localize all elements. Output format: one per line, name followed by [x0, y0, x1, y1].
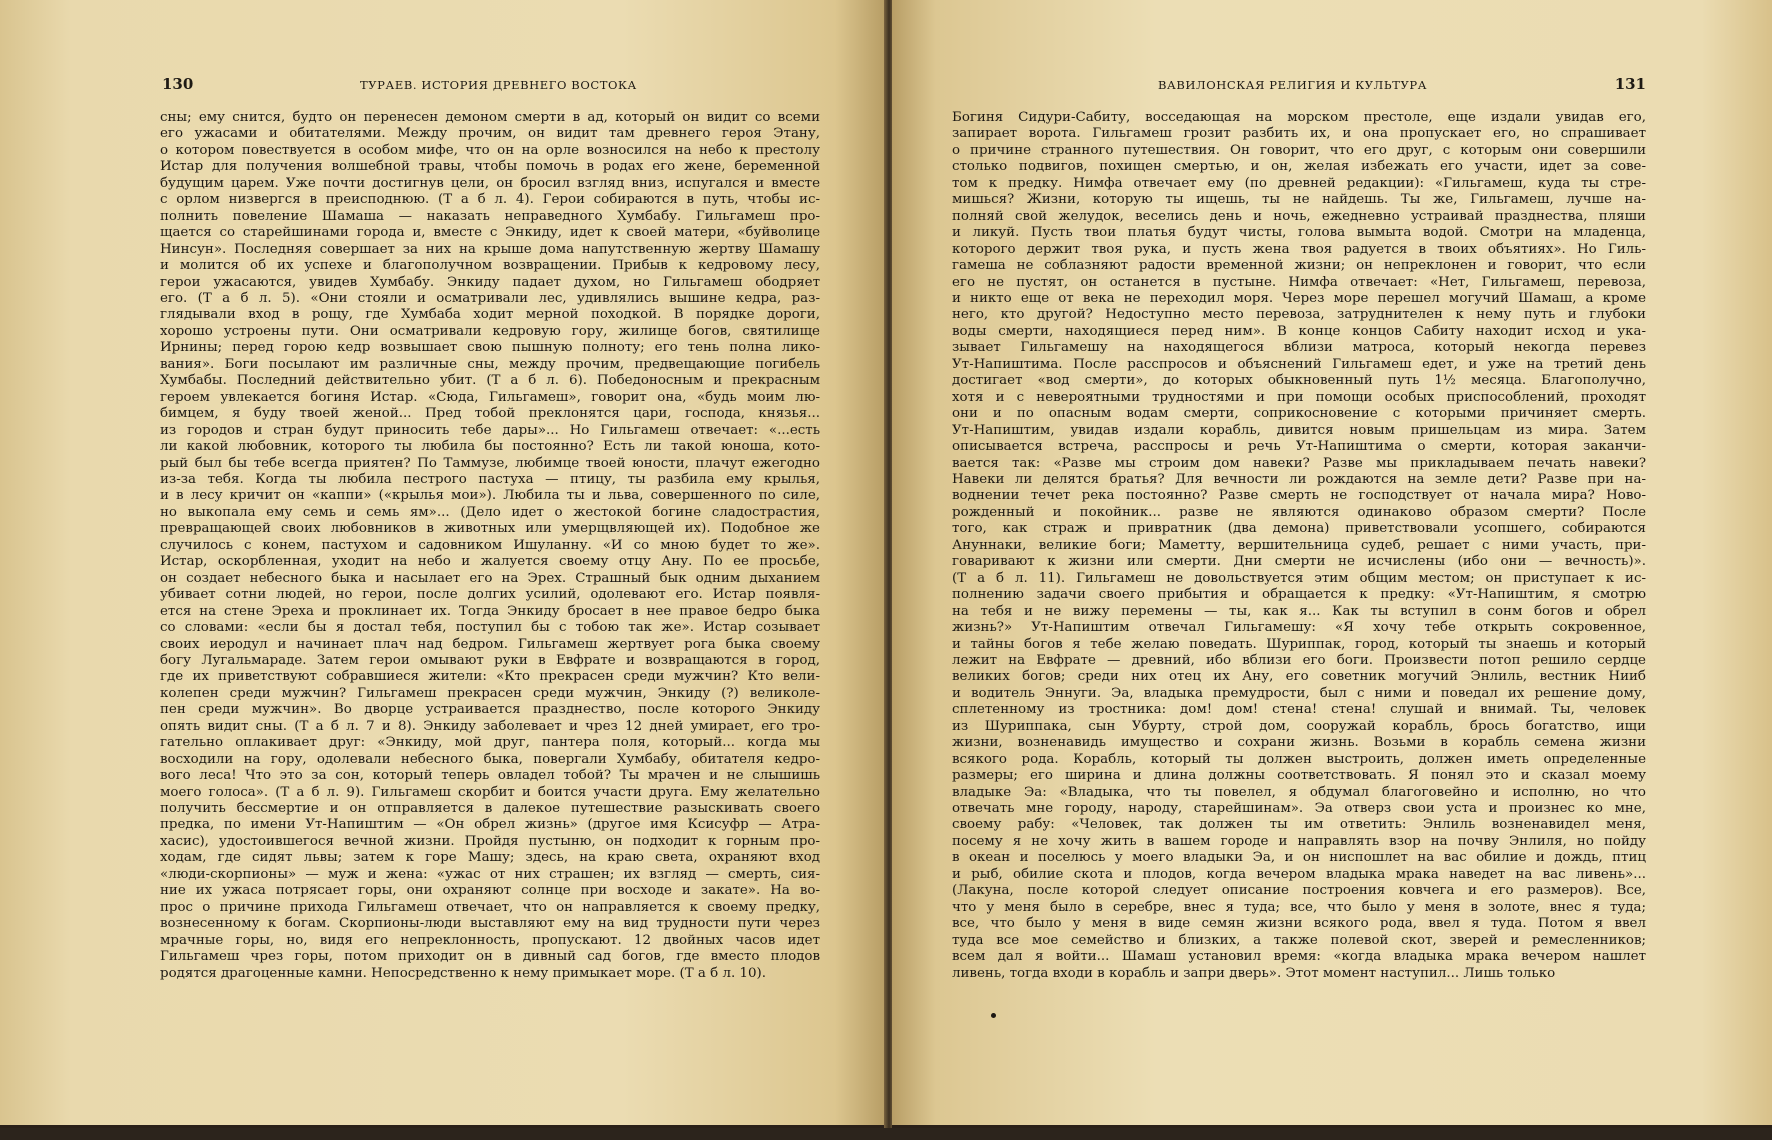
text-line: он создает небесного быка и насылает его на Эрех. Страшный бык одним дыханием — [160, 570, 820, 586]
text-line: моего голоса». (Т а б л. 9). Гильгамеш скорбит и боится участи друга. Ему желательно — [160, 784, 820, 800]
text-line: ходам, где сидят львы; затем к горе Машу; здесь, на краю света, охраняют вход — [160, 850, 820, 866]
text-line: которого держит твоя рука, и пусть жена твоя радуется в твоих объятиях». Но Гиль- — [952, 241, 1646, 257]
text-line: из городов и стран будут приносить тебе дары»... Но Гильгамеш отвечает: «...есть — [160, 422, 820, 438]
text-line: и водитель Эннуги. Эа, владыка премудрости, был с ними и поведал их решение дому, — [952, 685, 1646, 701]
text-line: ли какой любовник, которого ты любила бы постоянно? Есть ли такой юноша, кото- — [160, 439, 820, 455]
text-line: Истар, оскорбленная, уходит на небо и жалуется своему отцу Ану. По ее просьбе, — [160, 554, 820, 570]
text-line: о причине странного путешествия. Он говорит, что его друг, с которым они совершили — [952, 142, 1646, 158]
text-line: его не пустят, он останется в пустыне. Нимфа отвечает: «Нет, Гильгамеш, перевоза, — [952, 274, 1646, 290]
text-line: вого леса! Что это за сон, который теперь овладел тобой? Ты мрачен и не слышишь — [160, 768, 820, 784]
text-line: рый был бы тебе всегда приятен? По Таммузе, любимце твоей юности, плачут ежегодно — [160, 455, 820, 471]
text-line: хасис), удостоившегося вечной жизни. Пройдя пустыню, он подходит к горным про- — [160, 833, 820, 849]
text-line: туда все мое семейство и близких, а также полевой скот, зверей и ремесленников; — [952, 932, 1646, 948]
text-line: жизнь?» Ут-Напиштим отвечал Гильгамешу: «Я хочу тебе открыть сокровенное, — [952, 620, 1646, 636]
text-line: восходили на гору, одолевали небесного быка, повергали Хумбабу, обитателя кедро- — [160, 751, 820, 767]
left-page-number: 130 — [162, 75, 194, 93]
text-line: родятся драгоценные камни. Непосредственно к нему примыкает море. (Т а б л. 10). — [160, 965, 766, 981]
text-line: (Лакуна, после которой следует описание построения ковчега и его размеров). Все, — [952, 883, 1646, 899]
page-mark-dot — [991, 1013, 996, 1018]
text-line: Ут-Напиштим, увидав издали корабль, дивится новым пришельцам из мира. Затем — [952, 422, 1646, 438]
text-line: лежит на Евфрате — древний, ибо вблизи его боги. Произвести потоп решило сердце — [952, 652, 1646, 668]
text-line: и в лесу кричит он «каппи» («крылья мои»). Любила ты и льва, совершенного по силе, — [160, 488, 820, 504]
text-line: со словами: «если бы я достал тебя, поступил бы с тобою так же». Истар созывает — [160, 620, 820, 636]
text-line: но выкопала ему семь и семь ям»... (Дело идет о жестокой богине сладострастия, — [160, 504, 820, 520]
text-line: того, как страж и привратник (два демона) приветствовали усопшего, собираются — [952, 521, 1646, 537]
text-line: Гильгамеш чрез горы, потом приходит он в дивный сад богов, где вместо плодов — [160, 949, 820, 965]
text-line: будущим царем. Уже почти достигнув цели, он бросил взгляд вниз, испугался и вместе — [160, 175, 820, 191]
text-line: великих богов; среди них отец их Ану, его советник могучий Энлиль, вестник Нииб — [952, 669, 1646, 685]
text-line: своему рабу: «Человек, так должен ты им ответить: Энлиль возненавидел меня, — [952, 817, 1646, 833]
text-line: из-за тебя. Когда ты любила пестрого пастуха — птицу, ты разбила ему крылья, — [160, 471, 820, 487]
text-line: него, кто другой? Недоступно место перевоза, затруднителен к нему путь и глубоки — [952, 307, 1646, 323]
text-line: Хумбабы. Последний действительно убит. (Т а б л. 6). Победоносным и прекрасным — [160, 373, 820, 389]
left-running-head: ТУРАЕВ. ИСТОРИЯ ДРЕВНЕГО ВОСТОКА — [360, 78, 637, 92]
text-line: запирает ворота. Гильгамеш грозит разбить их, и она пропускает его, но спрашивает — [952, 126, 1646, 142]
text-line: они и по опасным водам смерти, соприкосновение с которыми причиняет смерть. — [952, 406, 1646, 422]
text-line: из Шуриппака, сын Убурту, строй дом, сооружай корабль, брось богатство, ищи — [952, 718, 1646, 734]
text-line: на тебя и не вижу перемены — ты, как я... Как ты вступил в сонм богов и обрел — [952, 603, 1646, 619]
text-line: сны; ему снится, будто он перенесен демоном смерти в ад, который он видит со всеми — [160, 110, 820, 125]
text-line: щается со старейшинами города и, вместе с Энкиду, идет к своей матери, «буйволице — [160, 225, 820, 241]
text-line: «люди-скорпионы» — муж и жена: «ужас от них страшен; их взгляд — смерть, сия- — [160, 866, 820, 882]
text-line: о котором повествуется в особом мифе, что он на орле возносился на небо к престолу — [160, 142, 820, 158]
text-line: предка, по имени Ут-Напиштим — «Он обрел жизнь» (другое имя Ксисуфр — Атра- — [160, 817, 820, 833]
text-line: его. (Т а б л. 5). «Они стояли и осматривали лес, удивлялись вышине кедра, раз- — [160, 290, 820, 306]
text-line: вознесенному к богам. Скорпионы-люди выставляют ему на вид трудности пути через — [160, 916, 820, 932]
text-line: владыке Эа: «Владыка, что ты повелел, я обдумал благоговейно и исполню, но что — [952, 784, 1646, 800]
text-line: полнению задачи своего прибытия и обращается к предку: «Ут-Напиштим, я смотрю — [952, 587, 1646, 603]
text-line: опять видит сны. (Т а б л. 7 и 8). Энкиду заболевает и чрез 12 дней умирает, его тро- — [160, 718, 820, 734]
text-line: в океан и поселюсь у моего владыки Эа, и он ниспошлет на вас обилие и дождь, птиц — [952, 850, 1646, 866]
text-line: зывает Гильгамешу на находящегося вблизи матроса, который некогда перевез — [952, 340, 1646, 356]
text-line: пен среди мужчин». Во дворце устраивается празднество, после которого Энкиду — [160, 702, 820, 718]
text-line: Навеки ли делятся братья? Для вечности ли рождаются на земле дети? Разве при на- — [952, 471, 1646, 487]
text-line: богу Лугальмараде. Затем герои омывают руки в Евфрате и возвращаются в город, — [160, 652, 820, 668]
text-line: герои ужасаются, увидев Хумбабу. Энкиду падает духом, но Гильгамеш ободряет — [160, 274, 820, 290]
text-line: случилось с конем, пастухом и садовником Ишуланну. «И со мною будет то же». — [160, 537, 820, 553]
right-running-head: ВАВИЛОНСКАЯ РЕЛИГИЯ И КУЛЬТУРА — [1158, 78, 1428, 92]
text-line: столько подвигов, похищен смертью, и он, желая избежать его участи, идет за сове- — [952, 159, 1646, 175]
text-line: хорошо устроены пути. Они осматривали кедровую гору, жилище богов, святилище — [160, 323, 820, 339]
text-line: воды смерти, находящиеся перед ним». В конце концов Сабиту находит исход и ука- — [952, 323, 1646, 339]
text-line: всем дал я войти... Шамаш установил время: «когда владыка мрака вечером нашлет — [952, 949, 1646, 965]
text-line: все, что было у меня в виде семян жизни всякого рода, ввел я туда. Потом я ввел — [952, 916, 1646, 932]
text-line: колепен среди мужчин? Гильгамеш прекрасен среди мужчин, Энкиду (?) великоле- — [160, 685, 820, 701]
text-line: рожденный и покойник... разве не являются одинаково образом смерти? После — [952, 504, 1646, 520]
text-line: убивает сотни людей, но герои, после долгих усилий, одолевают его. Истар появля- — [160, 587, 820, 603]
text-line: размеры; его ширина и длина должны соответствовать. Я понял это и сказал моему — [952, 768, 1646, 784]
text-line: всякого рода. Корабль, который ты должен выстроить, должен иметь определенные — [952, 751, 1646, 767]
text-line: сплетенному из тростника: дом! дом! стена! стена! слушай и внимай. Ты, человек — [952, 702, 1646, 718]
right-page-header — [954, 75, 1646, 93]
text-line: ется на стене Эреха и проклинает их. Тогда Энкиду бросает в нее правое бедро быка — [160, 603, 820, 619]
text-line: том к предку. Нимфа отвечает ему (по древней редакции): «Гильгамеш, куда ты стре- — [952, 175, 1646, 191]
text-line: хотя и с невероятными трудностями и при помощи особых приспособлений, проходят — [952, 389, 1646, 405]
text-line: и ликуй. Пусть твои платья будут чисты, голова вымыта водой. Смотри на младенца, — [952, 225, 1646, 241]
text-line: Ирнины; перед горою кедр возвышает свою пышную полноту; его тень полна лико- — [160, 340, 820, 356]
text-line: отвечать мне городу, народу, старейшинам». Эа отверз свои уста и произнес ко мне, — [952, 801, 1646, 817]
right-page — [892, 0, 1772, 1128]
text-line: говаривают к жизни или смерти. Дни смерти не исчислены (ибо они — вечность)». — [952, 554, 1646, 570]
text-line: получить бессмертие и он отправляется в далекое путешествие разыскивать своего — [160, 801, 820, 817]
left-page-header — [162, 75, 822, 93]
text-line: вания». Боги посылают им различные сны, между прочим, предвещающие погибель — [160, 356, 820, 372]
text-line: описывается встреча, расспросы и речь Ут-Напиштима о смерти, которая заканчи- — [952, 439, 1646, 455]
left-page — [0, 0, 888, 1128]
text-line: превращающей своих любовников в животных или умерщвляющей их). Подобное же — [160, 521, 820, 537]
text-line: прос о причине прихода Гильгамеш отвечает, что он направляется к своему предку, — [160, 899, 820, 915]
right-page-number: 131 — [1614, 75, 1646, 93]
text-line: (Т а б л. 11). Гильгамеш не довольствуется этим общим местом; он приступает к ис- — [952, 570, 1646, 586]
text-line: мишься? Жизни, которую ты ищешь, ты не найдешь. Ты же, Гильгамеш, лучше на- — [952, 192, 1646, 208]
text-line: полняй свой желудок, веселись день и ночь, ежедневно устраивай празднества, пляши — [952, 208, 1646, 224]
text-line: с орлом низвергся в преисподнюю. (Т а б л. 4). Герои собираются в путь, чтобы ис- — [160, 192, 820, 208]
text-line: его ужасами и обитателями. Между прочим, он видит там древнего героя Этану, — [160, 126, 820, 142]
text-line: жизни, возненавидь имущество и сохрани жизнь. Возьми в корабль семена жизни — [952, 735, 1646, 751]
text-line: полнить повеление Шамаша — наказать неправедного Хумбабу. Гильгамеш про- — [160, 208, 820, 224]
text-line: и рыб, обилие скота и плодов, когда вечером владыка мрака наведет на вас ливень»... — [952, 866, 1646, 882]
text-line: Ут-Напиштима. После расспросов и объяснений Гильгамеш едет, и уже на третий день — [952, 356, 1646, 372]
text-line: и никто еще от века не переходил моря. Через море перешел могучий Шамаш, а кроме — [952, 290, 1646, 306]
text-line: и молится об их успехе и благополучном возвращении. Прибыв к кедровому лесу, — [160, 258, 820, 274]
text-line: Нинсун». Последняя совершает за них на крыше дома напутственную жертву Шамашу — [160, 241, 820, 257]
text-line: бимцем, я буду твоей женой... Пред тобой преклонятся цари, господа, князья... — [160, 406, 820, 422]
text-line: достигает «вод смерти», до которых обыкновенный путь 1½ месяца. Благополучно, — [952, 373, 1646, 389]
text-line: Ануннаки, великие боги; Маметту, вершительница судеб, решает с ними участь, при- — [952, 537, 1646, 553]
text-line: Богиня Сидури-Сабиту, восседающая на морском престоле, еще издали увидав его, — [952, 110, 1646, 125]
text-line: своих иеродул и начинает плач над бедром. Гильгамеш жертвует рога быка своему — [160, 636, 820, 652]
text-line: ливень, тогда входи в корабль и запри дверь». Этот момент наступил... Лишь только — [952, 965, 1556, 981]
text-line: что у меня было в серебре, внес я туда; все, что было у меня в золоте, внес я туда; — [952, 899, 1646, 915]
text-line: посему я не хочу жить в вашем городе и направлять взор на почву Энлиля, но пойду — [952, 833, 1646, 849]
text-line: мрачные горы, но, видя его непреклонность, пропускают. 12 двойных часов идет — [160, 932, 820, 948]
text-line: и тайны богов я тебе желаю поведать. Шуриппак, город, который ты знаешь и который — [952, 636, 1646, 652]
left-page-body-text — [160, 110, 820, 982]
right-page-body-text — [952, 110, 1646, 982]
text-line: гательно оплакивает друг: «Энкиду, мой друг, пантера поля, который... когда мы — [160, 735, 820, 751]
text-line: героем увлекается богиня Истар. «Сюда, Гильгамеш», говорит она, «будь моим лю- — [160, 389, 820, 405]
text-line: ние их ужаса потрясает горы, они охраняют солнце при восходе и закате». На во- — [160, 883, 820, 899]
text-line: где их приветствуют собравшиеся жители: «Кто прекрасен среди мужчин? Кто вели- — [160, 669, 820, 685]
text-line: Истар для получения волшебной травы, чтобы помочь в родах его жене, беременной — [160, 159, 820, 175]
text-line: гамеша не соблазняют радости временной жизни; он непреклонен и говорит, что если — [952, 258, 1646, 274]
text-line: вается так: «Разве мы строим дом навеки? Разве мы прикладываем печать навеки? — [952, 455, 1646, 471]
text-line: воднении течет река постоянно? Разве смерть не господствует от начала мира? Ново- — [952, 488, 1646, 504]
text-line: глядывали вход в рощу, где Хумбаба ходит мерной походкой. В порядке дороги, — [160, 307, 820, 323]
